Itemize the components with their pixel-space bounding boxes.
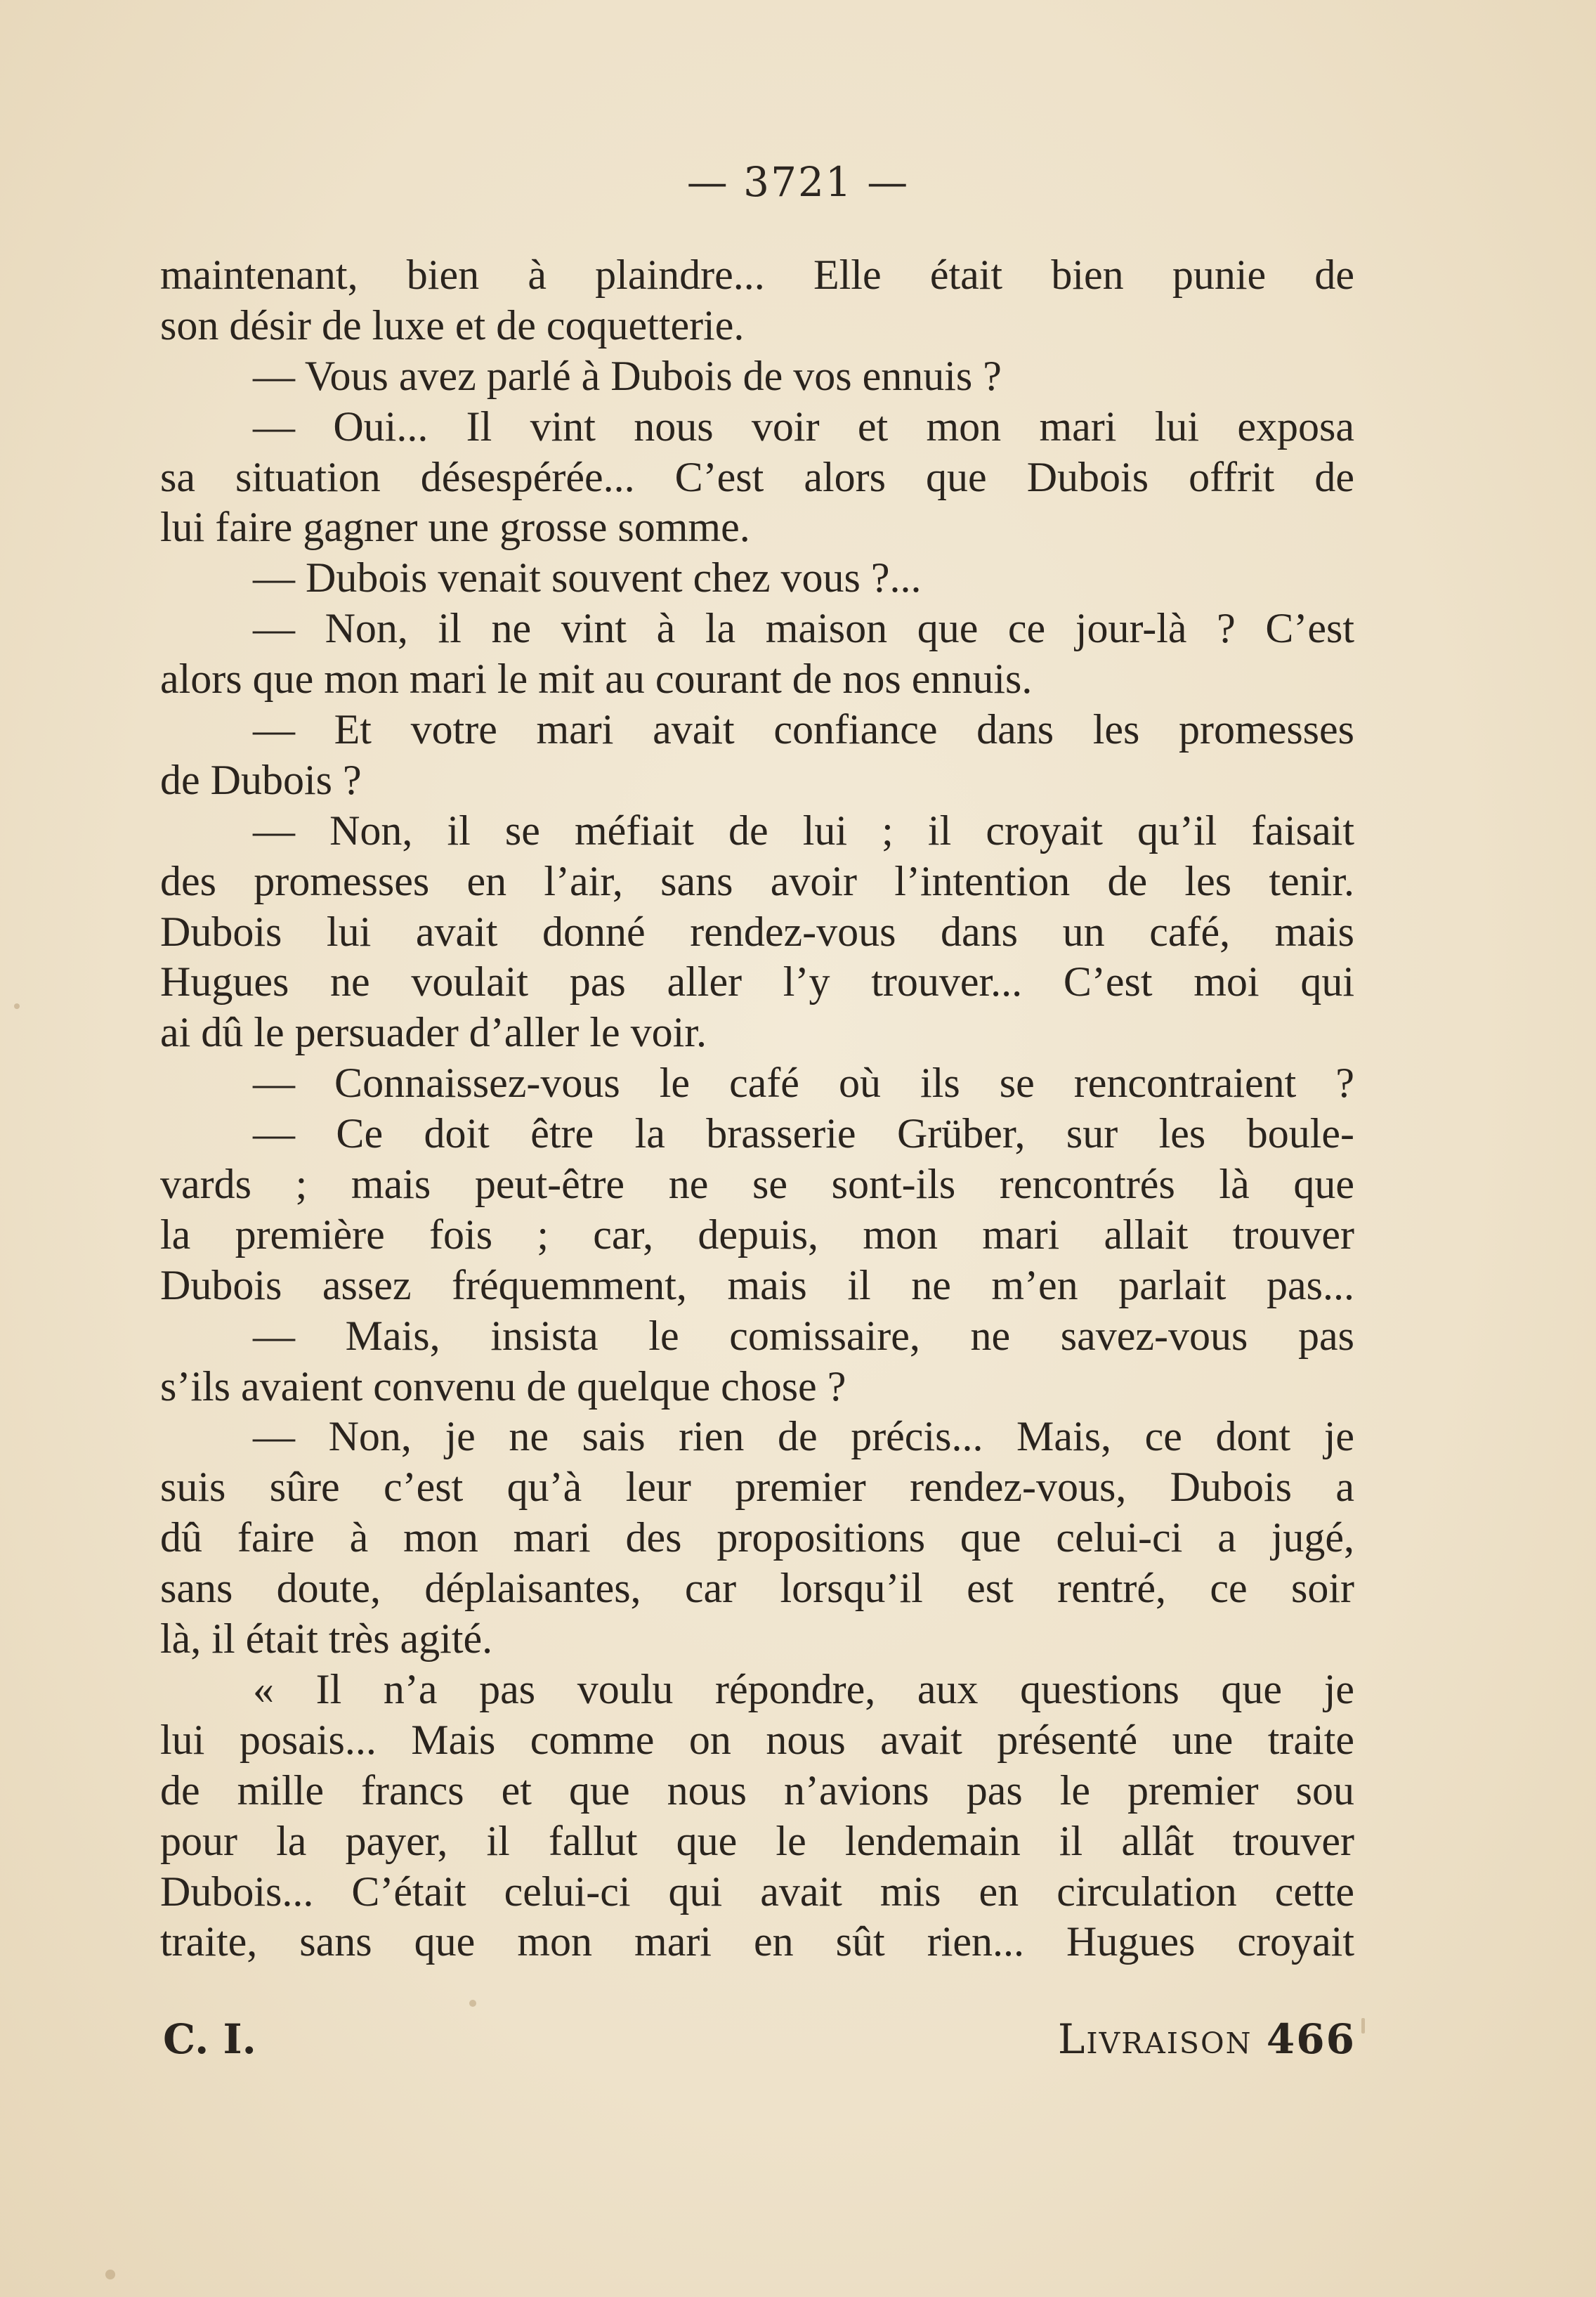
paper-stain xyxy=(1361,2018,1365,2034)
text-line: Dubois... C’était celui-ci qui avait mis en circulation cette xyxy=(160,1868,1354,1915)
text-line: — Oui... Il vint nous voir et mon mari lui exposa xyxy=(253,403,1354,450)
text-line: — Connaissez-vous le café où ils se rencontraient ? xyxy=(253,1060,1354,1107)
text-line: vards ; mais peut-être ne se sont-ils rencontrés là que xyxy=(160,1161,1354,1208)
text-line: là, il était très agité. xyxy=(160,1615,493,1662)
text-line: — Non, je ne sais rien de précis... Mais, ce dont je xyxy=(253,1413,1354,1460)
text-line: dû faire à mon mari des propositions que celui-ci a jugé, xyxy=(160,1514,1354,1561)
text-line: maintenant, bien à plaindre... Elle était bien punie de xyxy=(160,252,1354,298)
text-line: traite, sans que mon mari en sût rien... Hugues croyait xyxy=(160,1918,1354,1965)
text-line: pour la payer, il fallut que le lendemain il allât trouver xyxy=(160,1817,1354,1864)
text-line: — Non, il ne vint à la maison que ce jour-là ? C’est xyxy=(253,605,1354,652)
text-line: sa situation désespérée... C’est alors que Dubois offrit de xyxy=(160,453,1354,500)
text-line: ai dû le persuader d’aller le voir. xyxy=(160,1009,707,1056)
text-line: « Il n’a pas voulu répondre, aux questions que je xyxy=(253,1665,1354,1712)
paper-stain xyxy=(105,2270,115,2279)
text-line: — Non, il se méfiait de lui ; il croyait qu’il faisait xyxy=(253,807,1354,854)
text-line: Dubois lui avait donné rendez-vous dans un café, mais xyxy=(160,908,1354,955)
body-text xyxy=(160,250,1354,1967)
text-line: — Mais, insista le comissaire, ne savez-vous pas xyxy=(253,1312,1354,1359)
footer-livraison-number: 466 xyxy=(1266,2015,1356,2063)
text-line: — Vous avez parlé à Dubois de vos ennuis ? xyxy=(253,352,1002,399)
text-line: Dubois assez fréquemment, mais il ne m’en parlait pas... xyxy=(160,1261,1354,1308)
text-line: de Dubois ? xyxy=(160,756,362,803)
text-line: — Ce doit être la brasserie Grüber, sur les boule- xyxy=(253,1110,1354,1157)
text-line: s’ils avaient convenu de quelque chose ? xyxy=(160,1362,846,1410)
text-line: suis sûre c’est qu’à leur premier rendez-vous, Dubois a xyxy=(160,1464,1354,1511)
text-line: lui posais... Mais comme on nous avait présenté une traite xyxy=(160,1716,1354,1763)
page-number: — 3721 — xyxy=(686,158,910,206)
text-line: — Et votre mari avait confiance dans les promesses xyxy=(253,706,1354,753)
footer-collection-mark: C. I. xyxy=(163,2015,256,2063)
paper-stain xyxy=(469,2000,476,2007)
text-line: lui faire gagner une grosse somme. xyxy=(160,504,750,551)
text-line: des promesses en l’air, sans avoir l’intention de les tenir. xyxy=(160,857,1354,904)
text-line: Hugues ne voulait pas aller l’y trouver... C’est moi qui xyxy=(160,958,1354,1006)
paper-stain xyxy=(14,1003,20,1009)
text-line: alors que mon mari le mit au courant de nos ennuis. xyxy=(160,656,1033,703)
text-line: de mille francs et que nous n’avions pas le premier sou xyxy=(160,1766,1354,1814)
footer-livraison xyxy=(1058,2015,1356,2063)
text-line: la première fois ; car, depuis, mon mari allait trouver xyxy=(160,1211,1354,1258)
text-line: sans doute, déplaisantes, car lorsqu’il est rentré, ce soir xyxy=(160,1565,1354,1612)
footer-livraison-label: Livraison xyxy=(1057,2015,1252,2063)
text-line: — Dubois venait souvent chez vous ?... xyxy=(253,554,922,601)
text-line: son désir de luxe et de coquetterie. xyxy=(160,301,745,349)
